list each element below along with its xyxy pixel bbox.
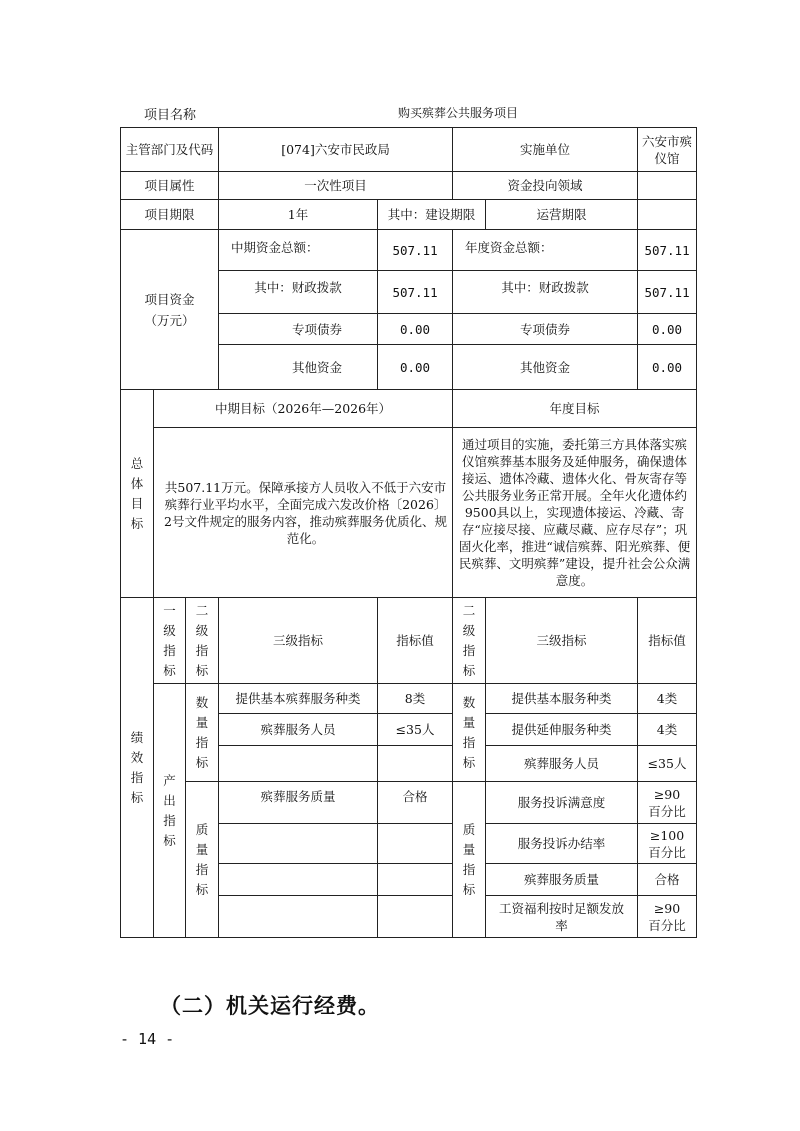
mid-quality-cell bbox=[186, 782, 219, 938]
mid-quantity-value: ≤35人 bbox=[378, 714, 453, 746]
mid-quality-value: 合格 bbox=[378, 782, 453, 824]
dept-value: [074]六安市民政局 bbox=[219, 128, 453, 172]
mid-quality-name bbox=[219, 896, 378, 938]
attr-label: 项目属性 bbox=[121, 172, 219, 200]
mid-quality-value bbox=[378, 864, 453, 896]
period-label: 项目期限 bbox=[121, 200, 219, 230]
attr-value: 一次性项目 bbox=[219, 172, 453, 200]
mid-quality-name: 殡葬服务质量 bbox=[219, 782, 378, 824]
year-quality-value: ≥90百分比 bbox=[638, 782, 697, 824]
year-total-value: 507.11 bbox=[638, 230, 697, 271]
year-value-header: 指标值 bbox=[638, 598, 697, 684]
mid-quantity-name bbox=[219, 746, 378, 782]
year-quality-value: ≥100百分比 bbox=[638, 824, 697, 864]
year-quality-value: ≥90百分比 bbox=[638, 896, 697, 938]
mid-quality-value bbox=[378, 896, 453, 938]
mid-quantity-value bbox=[378, 746, 453, 782]
year-quality-cell bbox=[453, 782, 486, 938]
page-number: - 14 - bbox=[120, 1030, 175, 1048]
year-quantity-name: 提供延伸服务种类 bbox=[486, 714, 638, 746]
field-label: 资金投向领域 bbox=[453, 172, 638, 200]
year-total-label: 年度资金总额： bbox=[453, 230, 638, 271]
op-label: 运营期限 bbox=[486, 200, 638, 230]
output-label: 产出指标 bbox=[163, 772, 176, 848]
year-level3-header: 三级指标 bbox=[486, 598, 638, 684]
impl-label: 实施单位 bbox=[453, 128, 638, 172]
year-quality-name: 工资福利按时足额发放率 bbox=[486, 896, 638, 938]
mid-level1-header: 一级指标 bbox=[163, 602, 176, 678]
mid-quantity-value: 8类 bbox=[378, 684, 453, 714]
impl-value: 六安市殡仪馆 bbox=[638, 128, 697, 172]
mid-other-value: 0.00 bbox=[378, 345, 453, 390]
year-other-value: 0.00 bbox=[638, 345, 697, 390]
perf-label-cell bbox=[121, 598, 154, 938]
year-quality-label: 质量指标 bbox=[462, 821, 476, 897]
year-quantity-value: 4类 bbox=[638, 714, 697, 746]
funds-label: 项目资金（万元） bbox=[121, 230, 219, 390]
year-quantity-name: 殡葬服务人员 bbox=[486, 746, 638, 782]
period-value: 1年 bbox=[219, 200, 378, 230]
year-quantity-cell bbox=[453, 684, 486, 782]
goals-label: 总体目标 bbox=[130, 455, 144, 531]
year-quality-name: 殡葬服务质量 bbox=[486, 864, 638, 896]
mid-fiscal-label: 其中：财政拨款 bbox=[219, 271, 378, 314]
year-goal-text: 通过项目的实施，委托第三方具体落实殡仪馆殡葬基本服务及延伸服务，确保遗体接运、遗体冷藏、遗体火化、骨灰寄存等公共服务业务正常开展。全年火化遗体约9500具以上，实现遗体接运、冷藏、寄存“应接尽接、应藏尽藏、应存尽存”；巩固火化率，推进“诚信殡葬、阳光殡葬、便民殡葬、文明殡葬”建设，提升社会公众满意度。 bbox=[453, 428, 697, 598]
year-other-label: 其他资金 bbox=[453, 345, 638, 390]
mid-quality-label: 质量指标 bbox=[195, 821, 209, 897]
mid-quantity-name: 提供基本殡葬服务种类 bbox=[219, 684, 378, 714]
project-name-value: 购买殡葬公共服务项目 bbox=[398, 106, 519, 120]
output-cell bbox=[154, 684, 186, 938]
mid-fiscal-value: 507.11 bbox=[378, 271, 453, 314]
year-quality-name: 服务投诉满意度 bbox=[486, 782, 638, 824]
year-level2-cell bbox=[453, 598, 486, 684]
year-fiscal-label: 其中：财政拨款 bbox=[453, 271, 638, 314]
mid-level2-header: 二级指标 bbox=[195, 602, 209, 678]
year-bond-label: 专项债券 bbox=[453, 314, 638, 345]
mid-quantity-label: 数量指标 bbox=[195, 694, 209, 770]
op-value bbox=[638, 200, 697, 230]
year-bond-value: 0.00 bbox=[638, 314, 697, 345]
year-quantity-value: ≤35人 bbox=[638, 746, 697, 782]
year-goal-header: 年度目标 bbox=[453, 390, 697, 428]
year-quantity-value: 4类 bbox=[638, 684, 697, 714]
mid-level3-header: 三级指标 bbox=[219, 598, 378, 684]
mid-goal-header: 中期目标（2026年—2026年） bbox=[154, 390, 453, 428]
mid-bond-value: 0.00 bbox=[378, 314, 453, 345]
mid-other-label: 其他资金 bbox=[219, 345, 378, 390]
mid-value-header: 指标值 bbox=[378, 598, 453, 684]
year-quantity-label: 数量指标 bbox=[462, 694, 476, 770]
project-performance-table bbox=[120, 127, 697, 938]
section-title: （二）机关运行经费。 bbox=[160, 994, 380, 1018]
mid-quality-name bbox=[219, 824, 378, 864]
year-quality-value: 合格 bbox=[638, 864, 697, 896]
project-name-label: 项目名称 bbox=[144, 108, 197, 123]
year-quality-name: 服务投诉办结率 bbox=[486, 824, 638, 864]
mid-bond-label: 专项债券 bbox=[219, 314, 378, 345]
mid-goal-text: 共507.11万元。保障承接方人员收入不低于六安市殡葬行业平均水平，全面完成六发改价格〔2026〕2号文件规定的服务内容，推动殡葬服务优质化、规范化。 bbox=[154, 428, 453, 598]
mid-quality-name bbox=[219, 864, 378, 896]
perf-label: 绩效指标 bbox=[130, 729, 144, 805]
build-label: 其中：建设期限 bbox=[378, 200, 486, 230]
mid-quantity-cell bbox=[186, 684, 219, 782]
mid-quality-value bbox=[378, 824, 453, 864]
dept-label: 主管部门及代码 bbox=[121, 128, 219, 172]
year-quantity-name: 提供基本服务种类 bbox=[486, 684, 638, 714]
mid-total-value: 507.11 bbox=[378, 230, 453, 271]
mid-level1-cell bbox=[154, 598, 186, 684]
field-value bbox=[638, 172, 697, 200]
year-level2-header: 二级指标 bbox=[462, 602, 476, 678]
mid-quantity-name: 殡葬服务人员 bbox=[219, 714, 378, 746]
year-fiscal-value: 507.11 bbox=[638, 271, 697, 314]
goals-label-cell bbox=[121, 390, 154, 598]
mid-level2-cell bbox=[186, 598, 219, 684]
mid-total-label: 中期资金总额： bbox=[219, 230, 378, 271]
